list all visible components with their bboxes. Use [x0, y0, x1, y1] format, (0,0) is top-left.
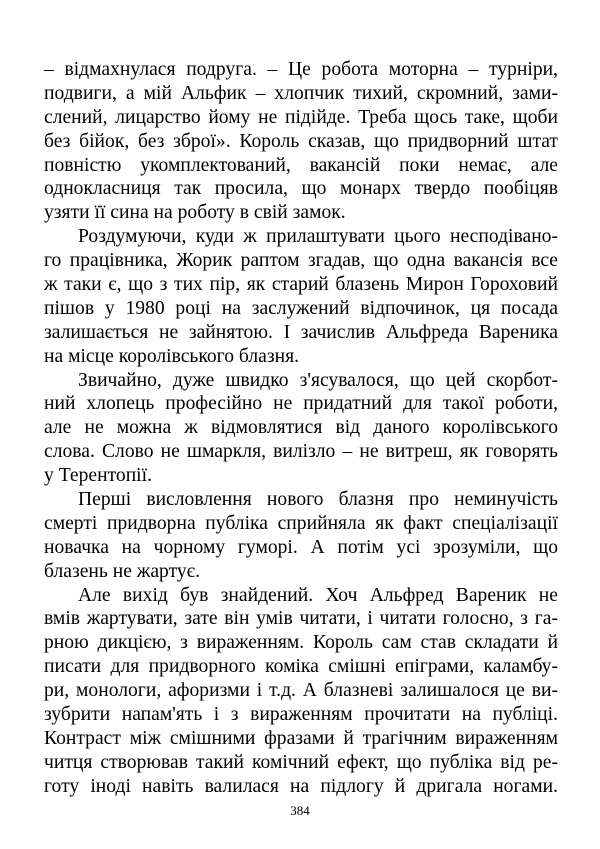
text-line: зубрити напам'ять і з вираженням прочитати на публіці. [44, 704, 558, 726]
text-line: смерті придворна публіка сприйняла як факт спеціалізації [44, 512, 558, 534]
paragraph-first-line: Звичайно, дуже швидко з'ясувалося, що цей скорбот- [78, 369, 558, 391]
text-line: слова. Слово не шмаркля, вилізло – не витреш, як говорять [44, 441, 558, 463]
text-line: вмів жартувати, зате він умів читати, і читати голосно, з га- [44, 608, 558, 630]
text-line: пішов у 1980 році на заслужений відпочинок, ця посада [44, 297, 558, 319]
text-line: ний хлопець професійно не придатний для такої роботи, [44, 393, 558, 415]
text-line: – відмахнулася подруга. – Це робота моторна – турніри, [44, 59, 558, 80]
text-line: слений, лицарство йому не підійде. Треба щось таке, щоби [44, 106, 558, 128]
text-line: однокласниця так просила, що монарх твердо пообіцяв [44, 178, 558, 200]
paragraph-first-line: Перші висловлення нового блазня про неминучість [78, 489, 558, 511]
text-line: новачка на чорному гуморі. А потім усі зрозуміли, що [44, 536, 558, 558]
text-line: у Терентопії. [44, 465, 152, 487]
text-line: писати для придворного коміка смішні епіграми, каламбу- [44, 656, 558, 678]
text-line: ри, монологи, афоризми і т.д. А блазневі залишалося це ви- [44, 680, 558, 702]
text-line: подвиги, а мій Альфик – хлопчик тихий, скромний, зами- [44, 82, 558, 104]
body-text [44, 58, 558, 799]
text-line: ж таки є, що з тих пір, як старий блазень Мирон Гороховий [44, 274, 558, 296]
text-line: але не можна ж відмовлятися від даного королівського [44, 417, 558, 439]
text-line: на місце королівського блазня. [44, 345, 300, 367]
paragraph-first-line: Але вихід був знайдений. Хоч Альфред Вареник не [78, 584, 558, 606]
text-line: без бійок, без зброї». Король сказав, що придворний штат [44, 130, 558, 152]
text-line: узяти її сина на роботу в свій замок. [44, 202, 346, 224]
page-number: 384 [290, 803, 310, 818]
text-line: рною дикцією, з вираженням. Король сам став складати й [44, 632, 558, 654]
text-line: читця створював такий комічний ефект, що публіка від ре- [44, 751, 558, 773]
text-line: залишається не зайнятою. І зачислив Альфреда Вареника [44, 321, 558, 343]
text-line: готу іноді навіть валилася на підлогу й дригала ногами. [44, 775, 558, 797]
text-line: повністю укомплектований, вакансій поки немає, але [44, 154, 558, 176]
paragraph-first-line: Роздумуючи, куди ж прилаштувати цього несподівано- [78, 226, 558, 248]
text-line: Контраст між смішними фразами й трагічним вираженням [44, 727, 558, 749]
text-line: блазень не жартує. [44, 560, 200, 582]
text-line: го працівника, Жорик раптом згадав, що одна вакансія все [44, 250, 558, 272]
